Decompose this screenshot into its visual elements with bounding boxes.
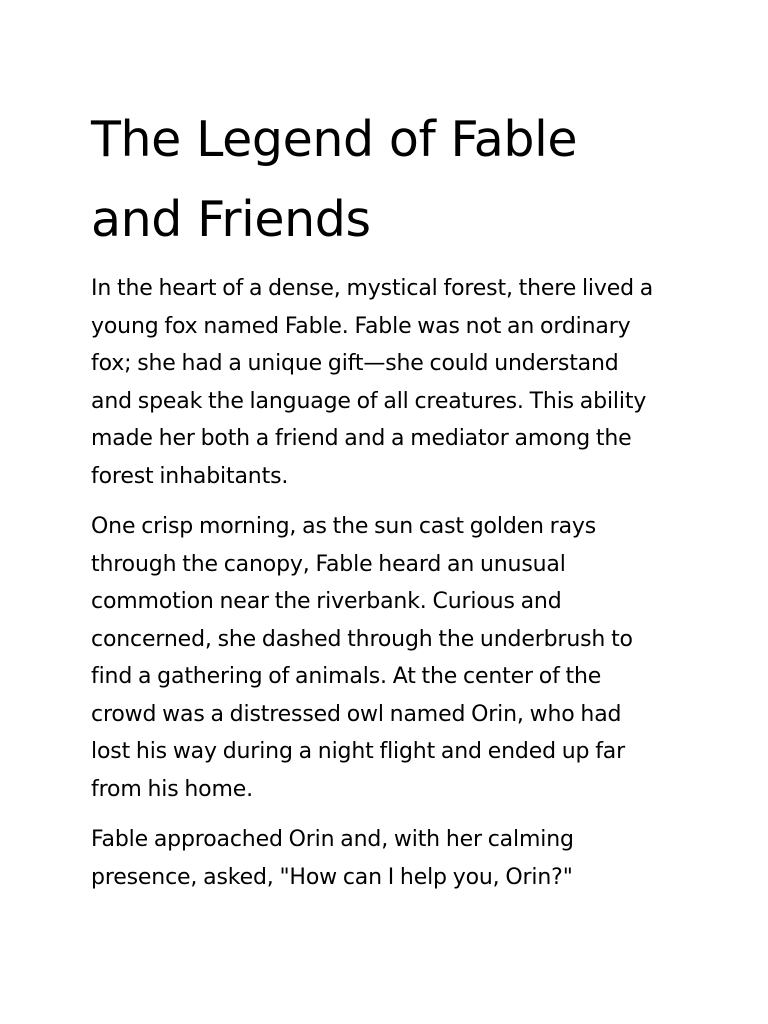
text-line: One crisp morning, as the sun cast golden rays xyxy=(91,514,597,539)
text-line: young fox named Fable. Fable was not an ordinary xyxy=(91,313,631,339)
document-body xyxy=(91,100,691,896)
text-line: crowd was a distressed owl named Orin, who had xyxy=(91,701,622,727)
text-line: In the heart of a dense, mystical forest, there lived a xyxy=(91,276,654,301)
paragraph-1 xyxy=(91,270,691,495)
text-line: made her both a friend and a mediator among the xyxy=(91,426,632,451)
text-line: presence, asked, "How can I help you, Orin?" xyxy=(91,864,573,890)
title-line: The Legend of Fable xyxy=(91,111,578,168)
text-line: find a gathering of animals. At the center of the xyxy=(91,664,602,689)
text-line: lost his way during a night flight and ended up far xyxy=(91,739,626,764)
paragraph-3 xyxy=(91,821,691,896)
text-line: forest inhabitants. xyxy=(91,463,289,489)
text-line: and speak the language of all creatures. This ability xyxy=(91,388,647,414)
text-line: from his home. xyxy=(91,776,253,802)
text-line: Fable approached Orin and, with her calming xyxy=(91,827,574,852)
title-line: and Friends xyxy=(91,191,371,248)
paragraph-2 xyxy=(91,508,691,808)
text-line: through the canopy, Fable heard an unusual xyxy=(91,551,566,577)
text-line: fox; she had a unique gift—she could understand xyxy=(91,351,619,376)
text-line: commotion near the riverbank. Curious and xyxy=(91,589,562,614)
text-line: concerned, she dashed through the underbrush to xyxy=(91,626,633,652)
document-title xyxy=(91,100,691,260)
